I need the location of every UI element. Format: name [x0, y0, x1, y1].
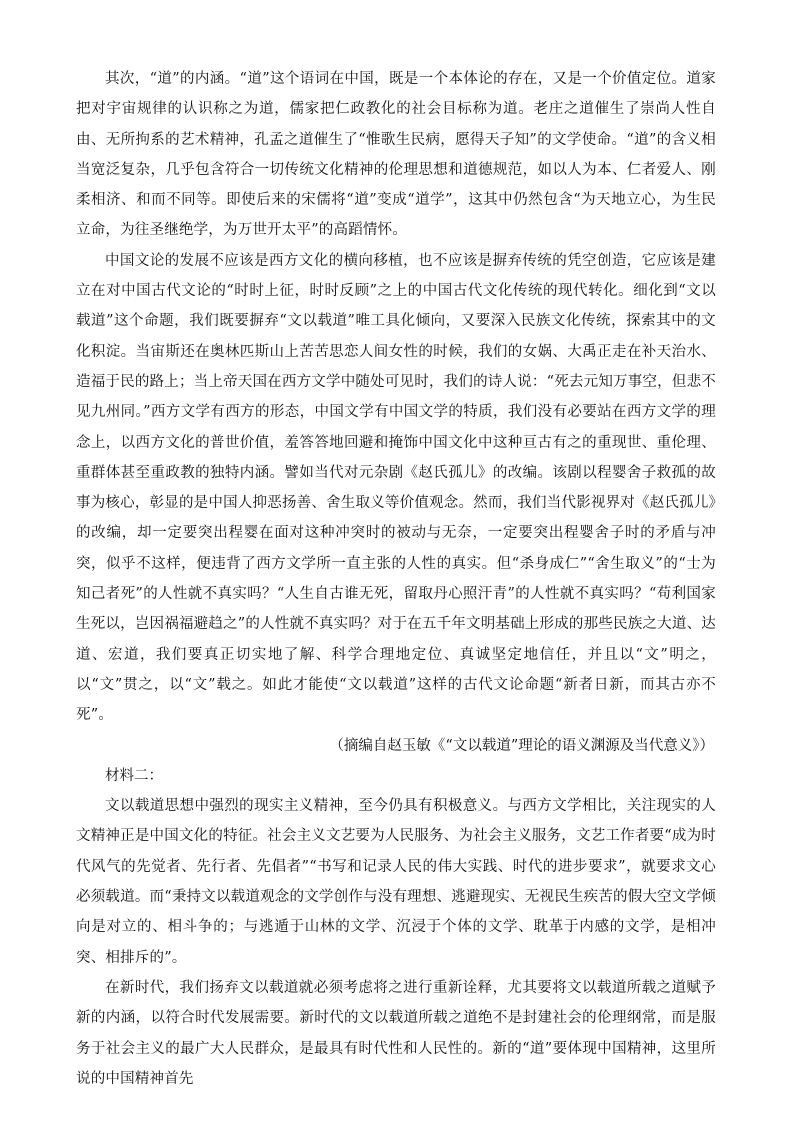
source-citation: （摘编自赵玉敏《“文以载道”理论的语义渊源及当代意义》） [329, 737, 714, 754]
paragraph-realism: 文以载道思想中强烈的现实主义精神，至今仍具有积极意义。与西方文学相比，关注现实的人文精神正是中国文化的特征。社会主义文艺要为人民服务、为社会主义服务，文艺工作者要“成为时代风气的先觉者、先行者、先倡者”“书写和记录人民的伟大实践、时代的进步要求”，就要求文心必须载道。而“秉持文以载道观念的文学创作与没有理想、逃避现实、无视民生疾苦的假大空文学倾向是对立的、相斗争的；与逃遁于山林的文学、沉浸于个体的文学、耽革于内感的文学，是相冲突、相排斥的”。 [76, 798, 716, 966]
paragraph-literary-theory: 中国文论的发展不应该是西方文化的横向移植，也不应该是摒弃传统的凭空创造，它应该是建立在对中国古代文论的“时时上征，时时反顾”之上的中国古代文化传统的现代转化。细化到“文以载道”这个命题，我们既要摒弃“文以载道”唯工具化倾向，又要深入民族文化传统，探索其中的文化积淀。当宙斯还在奥林匹斯山上苦苦思恋人间女性的时候，我们的女娲、大禹正走在补天治水、造福于民的路上；当上帝天国在西方文学中随处可见时，我们的诗人说：“死去元知万事空，但悲不见九州同。”西方文学有西方的形态，中国文学有中国文学的特质，我们没有必要站在西方文学的理念上，以西方文化的普世价值，羞答答地回避和掩饰中国文化中这种亘古有之的重现世、重伦理、重群体甚至重政教的独特内涵。譬如当代对元杂剧《赵氏孤儿》的改编。该剧以程婴舍子救孤的故事为核心，彰显的是中国人抑恶扬善、舍生取义等价值观念。然而，我们当代影视界对《赵氏孤儿》的改编，却一定要突出程婴在面对这种冲突时的被动与无奈，一定要突出程婴舍子时的矛盾与冲突，似乎不这样，便违背了西方文学所一直主张的人性的真实。但“杀身成仁”“舍生取义”的“士为知己者死”的人性就不真实吗？“人生自古谁无死，留取丹心照汗青”的人性就不真实吗？“苟利国家生死以，岂因祸福避趋之”的人性就不真实吗？对于在五千年文明基础上形成的那些民族之大道、达道、宏道，我们要真正切实地了解、科学合理地定位、真诚坚定地信任，并且以“文”明之，以“文”贯之，以“文”载之。如此才能使“文以载道”这样的古代文论命题“新者日新，而其古亦不死”。 [76, 252, 716, 724]
paragraph-new-era: 在新时代，我们扬弃文以载道就必须考虑将之进行重新诠释，尤其要将文以载道所载之道赋予新的内涵，以符合时代发展需要。新时代的文以载道所载之道绝不是封建社会的伦理纲常，而是服务于社会主义的最广大人民群众，是最具有时代性和人民性的。新的“道”要体现中国精神，这里所说的中国精神首先 [76, 979, 716, 1087]
paragraph-dao-meaning: 其次，“道”的内涵。“道”这个语词在中国，既是一个本体论的存在，又是一个价值定位。道家把对宇宙规律的认识称之为道，儒家把仁政教化的社会目标称为道。老庄之道催生了崇尚人性自由、无所拘系的艺术精神，孔孟之道催生了“惟歌生民病，愿得天子知”的文学使命。“道”的含义相当宽泛复杂，几乎包含符合一切传统文化精神的伦理思想和道德规范，如以人为本、仁者爱人、刚柔相济、和而不同等。即使后来的宋儒将“道”变成“道学”，这其中仍然包含“为天地立心，为生民立命，为往圣继绝学，为万世开太平”的高蹈情怀。 [76, 71, 716, 239]
material-heading: 材料二： [105, 767, 163, 784]
document-page [76, 64, 716, 1094]
